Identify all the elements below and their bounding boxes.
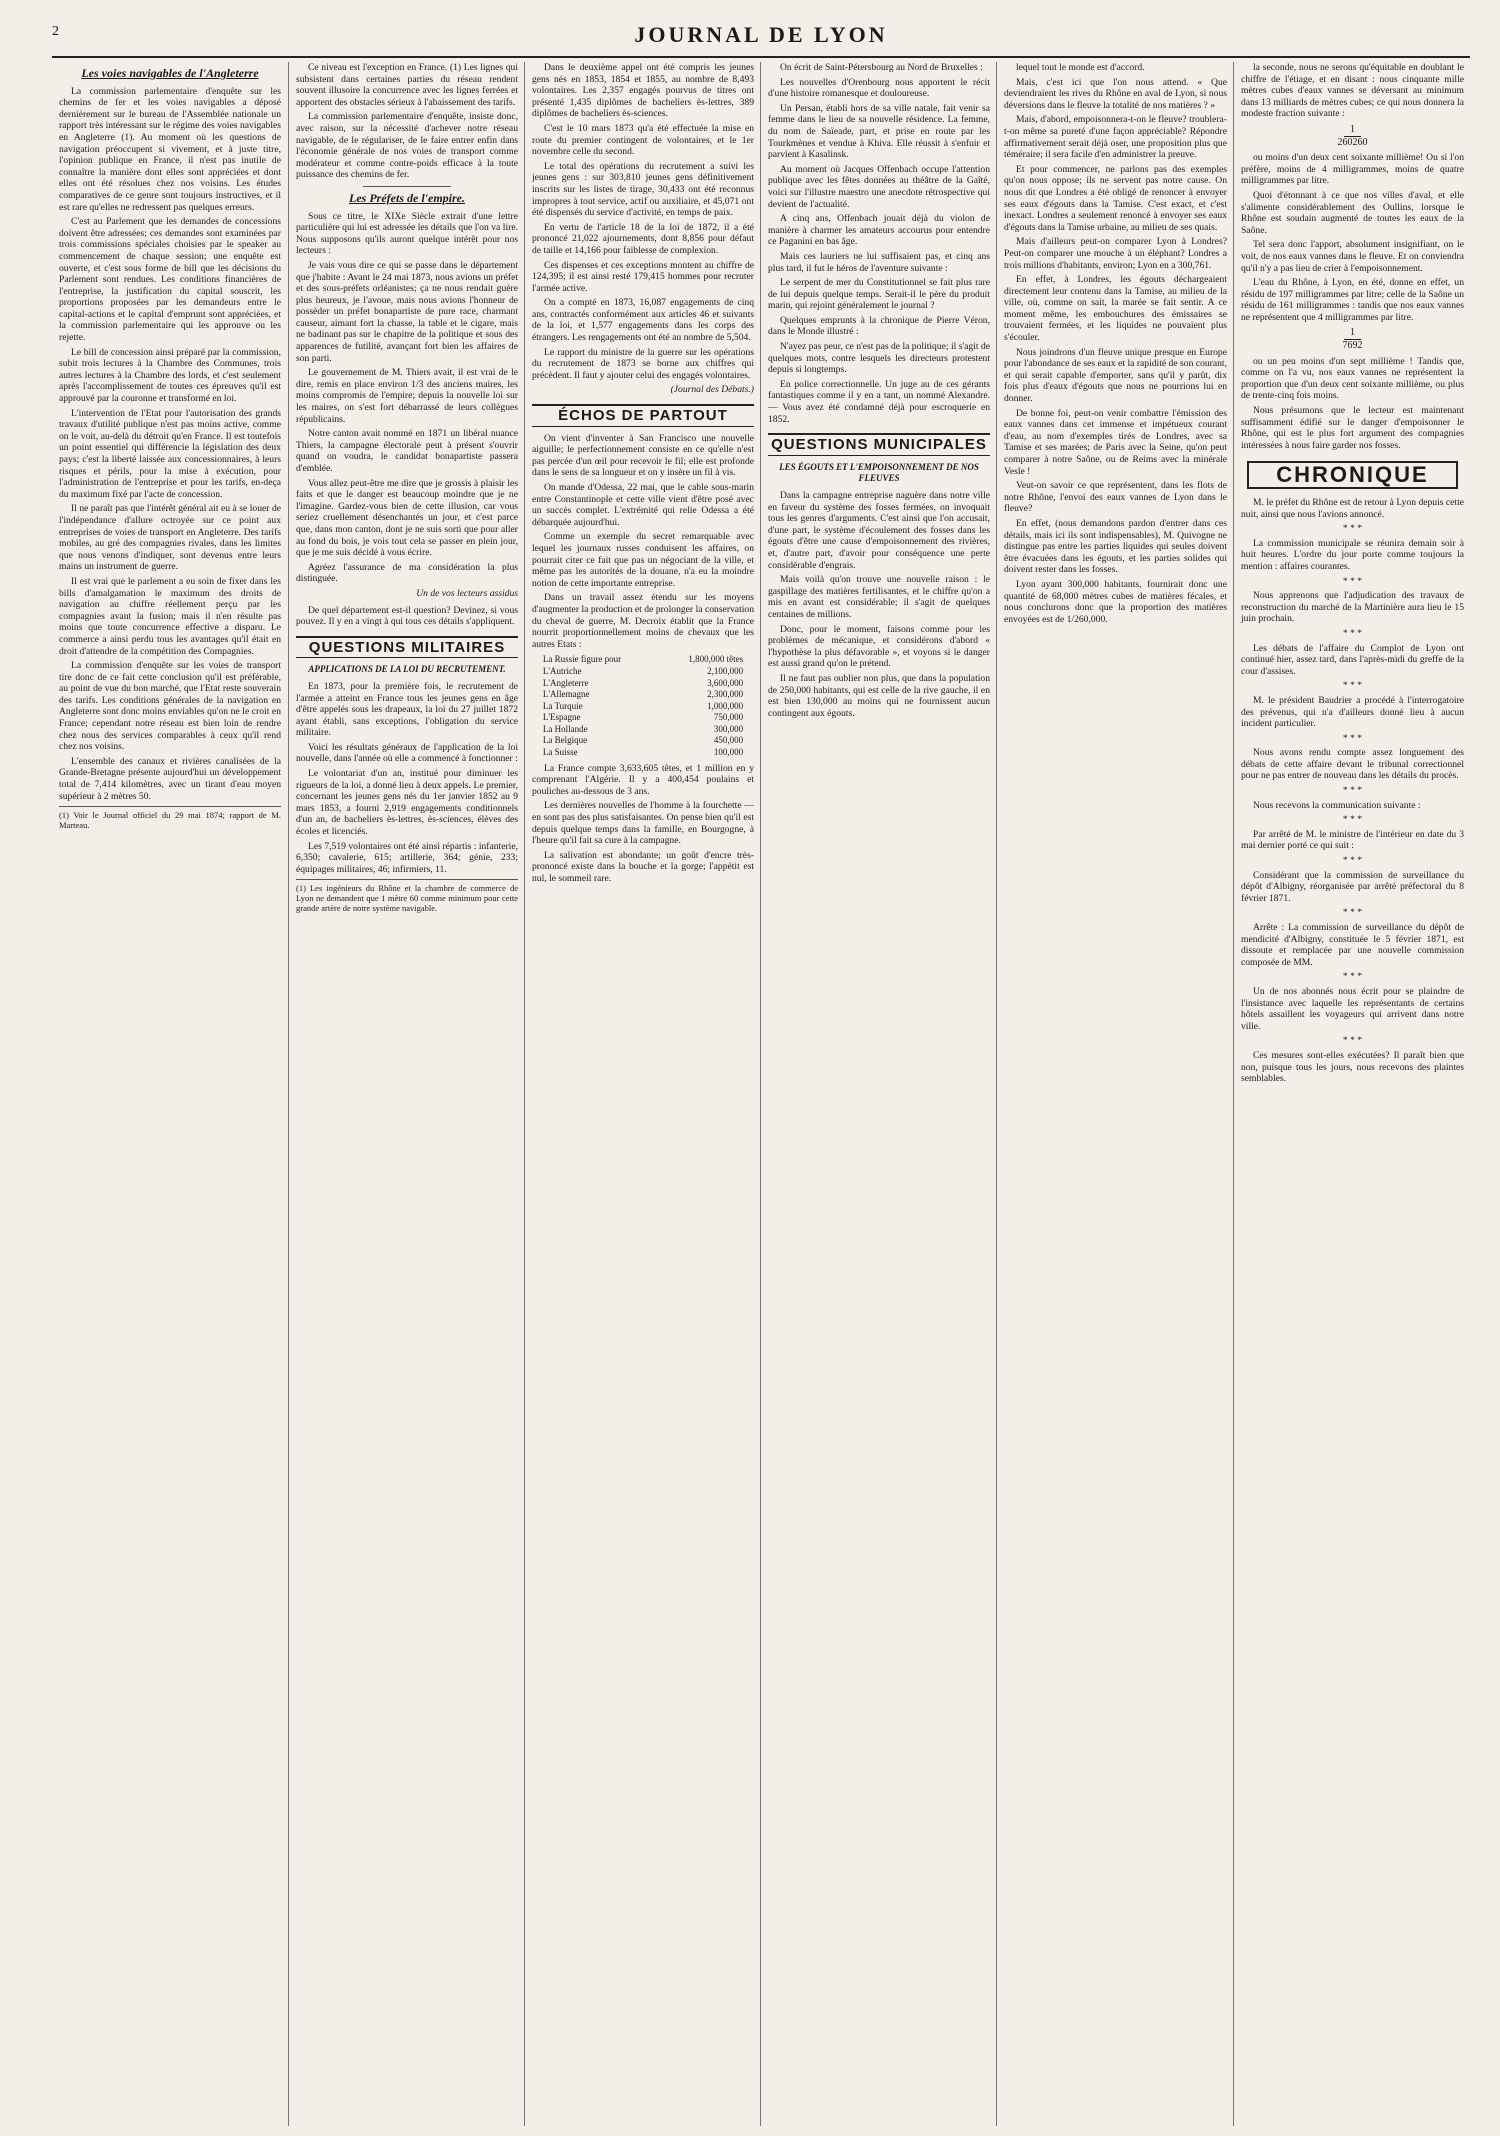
article-body [1241, 62, 1464, 120]
article-body [296, 62, 518, 181]
table-row [541, 747, 745, 759]
article-paragraph: Mais voilà qu'on trouve une nouvelle raison : le gaspillage des matières fertilisantes, et le chiffre qu'on a mis en avant est considérable; il s'agit de quelques centaines de millions. [768, 574, 990, 620]
article-paragraph: Et pour commencer, ne parlons pas des exemples qu'on nous oppose; ils ne servent pas notre cause. On nous dit que Londres a été obligé de renoncer à envoyer ses eaux d'égouts dans la Tamise. C'est exact, et c'est inexact. Londres a seulement renoncé à envoyer ses eaux d'égouts dans la Tamise urbaine, au milieu de ses quais. [1004, 163, 1227, 233]
separator-stars: * * * [1342, 814, 1363, 826]
article-paragraph: Mais, d'abord, empoisonnera-t-on le fleuve? troublera-t-on même sa pureté d'une façon appréciable? Répondre affirmativement serait déjà oser, une proposition plus que téméraire; il sera facile d'en administrer la preuve. [1004, 114, 1227, 161]
column-6 [1233, 62, 1471, 2126]
horse-count: 300,000 [713, 723, 744, 734]
separator-stars: * * * [1342, 627, 1363, 639]
article-paragraph: Agréez l'assurance de ma considération la plus distinguée. [296, 561, 518, 585]
country-label: L'Allemagne [542, 689, 590, 700]
article-paragraph: On vient d'inventer à San Francisco une nouvelle aiguille; le perfectionnement consiste en ce qu'elle n'est pas percée d'un œil pour recevoir le fil; elle est profonde dans le sens de sa longueur et on y insère un fil à vis. [532, 432, 754, 479]
article-paragraph: On a compté en 1873, 16,087 engagements de cinq ans, contractés conformément aux articles 46 et suivants de la loi, et 1,577 engagements dans les corps des étrangers. Les rengagements ont été au nombre de 5,504. [532, 297, 754, 344]
article-paragraph: Nous recevons la communication suivante : [1253, 799, 1421, 811]
fraction-denominator: 7692 [1342, 340, 1363, 352]
article-paragraph: Mais d'ailleurs peut-on comparer Lyon à Londres? Peut-on comparer une mouche à un éléphant? Londres a trois millions d'habitants, environ; Lyon en a 300,761. [1004, 236, 1227, 271]
article-heading-voies-navigables: Les voies navigables de l'Angleterre [81, 66, 259, 80]
footnote: (1) Voir le Journal officiel du 29 mai 1874; rapport de M. Marteau. [59, 806, 281, 830]
article-paragraph: Par arrêté de M. le ministre de l'intérieur en date du 3 mai dernier porté ce qui suit : [1241, 828, 1464, 852]
section-subheading: APPLICATIONS DE LA LOI DU RECRUTEMENT. [308, 664, 506, 675]
horse-count: 2,300,000 [707, 689, 744, 700]
article-paragraph: Ce niveau est l'exception en France. (1) Les lignes qui subsistent dans certaines parties du réseau rendent souvent illusoire la concurrence avec les lignes ferrées et apportent des obstacles sérieux à l'abaissement des tarifs. [296, 62, 518, 108]
column-4 [760, 62, 997, 2126]
section-heading-chronique: CHRONIQUE [1247, 461, 1458, 489]
article-paragraph: Il ne faut pas oublier non plus, que dans la population de 250,000 habitants, qui est celle de la rive gauche, il en est bien 130,000 au moins qui ne fournissent aucun contingent aux égouts. [768, 672, 990, 719]
article-paragraph: lequel tout le monde est d'accord. [1016, 62, 1145, 73]
columns [52, 62, 1470, 2126]
separator-stars: * * * [1342, 785, 1363, 797]
chronique-body [1241, 497, 1464, 1085]
country-label: La Russie figure pour [542, 654, 622, 665]
section-heading-questions-militaires: QUESTIONS MILITAIRES [296, 636, 518, 659]
article-paragraph: La commission d'enquête sur les voies de transport tire donc de ce fait cette conclusion qu'il est préférable, au point de vue du bon marché, que l'Etat reste souverain des tarifs. Les conditions générales de la navigation en Angleterre sont donc moins enviables qu'on ne le croit en France; cependant notre réseau est bien loin de rendre chez nous des services comparables à ceux qu'il rend chez nos voisins. [59, 660, 281, 753]
article-paragraph: Dans un travail assez étendu sur les moyens d'augmenter la production et de prolonger la conservation du cheval de guerre, M. Decroix établit que la France nourrit proportionnellement moins de chevaux que les autres Etats : [532, 592, 754, 650]
article-body [532, 62, 754, 381]
article-paragraph: Il est vrai que le parlement a eu soin de fixer dans les bills d'amalgamation le maximum des droits de navigation au chiffre réellement perçu par les compagnies avant la fusion; mais il n'en résulte pas moins que toute concurrence effective a disparu. Le commerce a ainsi perdu tous les avantages qu'il était en droit d'attendre de la compétition des Compagnies. [59, 575, 281, 657]
article-paragraph: La commission municipale se réunira demain soir à huit heures. L'ordre du jour porte comme toujours la mention : affaires courantes. [1241, 537, 1464, 572]
table-row [541, 654, 745, 666]
article-body [768, 62, 990, 425]
article-paragraph: En police correctionnelle. Un juge au de ces gérants fantastiques comme il y en a tant, un nommé Alexandre. — Vous avez été condamné déjà pour escroquerie en 1852. [768, 378, 990, 425]
article-paragraph: Il ne paraît pas que l'intérêt général ait eu à se louer de l'indépendance d'allure octroyée sur ce point aux entreprises de voies de transport en Angleterre. Des tarifs mobiles, au gré des compagnies rivales, dans les limites que nous venons d'indiquer, sont devenus entre leurs mains un instrument de guerre. [59, 503, 281, 573]
newspaper-title: JOURNAL DE LYON [634, 22, 888, 47]
article-paragraph: Le serpent de mer du Constitutionnel se fait plus rare de lui depuis quelque temps. Serait-il le père du produit marin, qui rejoint généralement le journal ? [768, 277, 990, 312]
article-paragraph: Les débats de l'affaire du Complot de Lyon ont continué hier, assez tard, dans l'après-midi du greffe de la cour d'assises. [1241, 642, 1464, 677]
section-heading-echos: ÉCHOS DE PARTOUT [532, 404, 754, 427]
article-paragraph: Mais, c'est ici que l'on nous attend. « Que deviendraient les rives du Rhône en aval de Lyon, si nous déversions dans le fleuve la totalité de nos matières ? » [1004, 76, 1227, 111]
separator-stars: * * * [1342, 907, 1363, 919]
article-paragraph: Le volontariat d'un an, institué pour diminuer les rigueurs de la loi, a donné lieu à deux appels. Le premier, concernant les jeunes gens nés du 1er janvier 1852 au 9 mars 1853, a fourni 2,919 engagements conditionnels d'un an, de bacheliers ès-lettres, ès-sciences, élèves des écoles et licenciés. [296, 768, 518, 838]
article-paragraph: Nous avons rendu compte assez longuement des débats de cette affaire devant le tribunal correctionnel pour ne pas entrer de nouveau dans les détails du procès. [1241, 747, 1464, 782]
article-paragraph: Ces mesures sont-elles exécutées? Il paraît bien que non, puisque tous les jours, nous recevons des plaintes semblables. [1241, 1049, 1464, 1085]
article-paragraph: L'ensemble des canaux et rivières canalisées de la Grande-Bretagne présente aujourd'hui un développement total de 7,414 kilomètres, avec un tirant d'eau moyen supérieur à 2 mètres 50. [59, 755, 281, 802]
article-paragraph: Vous allez peut-être me dire que je grossis à plaisir les faits et que le danger est beaucoup moindre que je ne l'imagine. Gardez-vous bien de cette illusion, car vous seriez cruellement désenchantés un jour, et c'est parce que, dans mon canton, dont je ne suis sorti que pour aller au fond du bois, je vois tout cela se passer en plein jour, que je me suis décidé à vous écrire. [296, 477, 518, 559]
table-row [541, 701, 745, 713]
country-label: L'Espagne [542, 712, 581, 723]
article-paragraph: Quoi d'étonnant à ce que nos villes d'aval, et elle s'alimente considérablement des Oullins, lorsque le Rhône est soudain augmenté de toutes les eaux de la Saône. [1241, 189, 1464, 236]
article-paragraph: Un de nos abonnés nous écrit pour se plaindre de l'insistance avec laquelle les représentants de certains hôtels assaillent les voyageurs qui arrivent dans notre ville. [1241, 985, 1464, 1032]
separator-stars: * * * [1342, 971, 1363, 983]
fraction-1 [1241, 124, 1464, 148]
article-paragraph: Nous joindrons d'un fleuve unique presque en Europe pour l'abondance de ses eaux et la rapidité de son courant, et qui serait capable d'emporter, sans qu'il y parût, dix fois plus d'eaux d'égouts que nous ne pourrions lui en donner. [1004, 346, 1227, 405]
table-row [541, 678, 745, 690]
article-paragraph: Sous ce titre, le XIXe Siècle extrait d'une lettre particulière qui lui est adressée les détails que l'on va lire. Nous supposons qu'ils auront quelque intérêt pour nos lecteurs : [296, 210, 518, 257]
separator-stars: * * * [1342, 1035, 1363, 1047]
article-paragraph: De bonne foi, peut-on venir combattre l'émission des eaux vannes dans cet immense et impétueux courant d'eau, au nom d'exemples tirés de Londres, avec sa Tamise et ses marées; de Paris avec la Seine, qu'on peut comparer à notre Saône, ou de Reims avec la minérale Vesle ! [1004, 407, 1227, 477]
article-paragraph: M. le préfet du Rhône est de retour à Lyon depuis cette nuit, ainsi que nous l'avions annoncé. [1241, 497, 1464, 520]
separator-stars: * * * [1342, 575, 1363, 587]
article-paragraph: Quelques emprunts à la chronique de Pierre Véron, dans le Monde illustré : [768, 314, 990, 338]
footnote: (1) Les ingénieurs du Rhône et la chambre de commerce de Lyon ne demandent que 1 mètre 60 comme minimum pour cette grande artère de notre système navigable. [296, 879, 518, 913]
article-paragraph: Voici les résultats généraux de l'application de la loi nouvelle, dans l'année où elle a commencé à fonctionner : [296, 741, 518, 765]
article-paragraph: N'ayez pas peur, ce n'est pas de la politique; il s'agit de quelques mots, contre lesquels les directeurs protestent depuis si longtemps. [768, 341, 990, 376]
separator-stars: * * * [1342, 855, 1363, 867]
article-paragraph: C'est au Parlement que les demandes de concessions doivent être adressées; ces demandes sont examinées par trois commissions spéciales choisies par le speaker au commencement de chaque session; une enquête est ouverte, et c'est sous forme de bill que les décisions du Parlement sont rendues. Les conditions financières de l'entreprise, la justification du capital souscrit, les proportions proposées par les demandeurs entre le capital-actions et le capital d'emprunt sont appréciées, et la commission parlementaire qui les approuve ou les rejette. [59, 216, 281, 344]
article-body [1241, 356, 1464, 452]
article-paragraph: Nous présumons que le lecteur est maintenant suffisamment édifié sur le danger d'empoisonner le Rhône, qui est le plus fort argument des compagnies intéressées à nous faire garder nos fosses. [1241, 405, 1464, 451]
article-paragraph: On écrit de Saint-Pétersbourg au Nord de Bruxelles : [780, 62, 983, 73]
section-heading-questions-municipales: QUESTIONS MUNICIPALES [768, 433, 990, 456]
table-row [541, 724, 745, 736]
article-paragraph: On mande d'Odessa, 22 mai, que le cable sous-marin entre Constantinople et cette ville vient d'être posé avec un succès complet. L'extrémité qui relie Odessa a été débarquée aujourd'hui. [532, 482, 754, 528]
horse-count: 1,800,000 têtes [688, 654, 744, 665]
article-paragraph: Le total des opérations du recrutement a suivi les jeunes gens : sur 303,810 jeunes gens définitivement inscrits sur les listes de tirage, 30,433 ont été reconnus impropres à tout service, actif ou auxiliaire, et 45,071 ont été dispensés du service d'activité, en temps de paix. [532, 160, 754, 219]
horse-stats-table [541, 654, 745, 758]
fraction-numerator: 1 [1344, 327, 1361, 340]
country-label: La Belgique [542, 735, 588, 746]
article-paragraph: En effet, à Londres, les égouts déchargeaient directement leur contenu dans la Tamise, au milieu de la ville, où, comme on sait, la marée se fait sentir. A ce moment même, les embouchures des émissaires se trouvaient fermées, et les liquides ne pouvaient plus s'écouler. [1004, 274, 1227, 344]
article-paragraph: Dans la campagne entreprise naguère dans notre ville en faveur du système des fosses fermées, on invoquait tous les genres d'arguments. C'est ainsi que l'on accusait, d'une part, le système d'écoulement des fosses dans les égouts d'être une cause d'empoisonnement des rivières, et, d'autre part, d'avoir pour conséquence une perte considérable d'engrais. [768, 490, 990, 571]
article-paragraph: Lyon ayant 300,000 habitants, fournirait donc une quantité de 68,000 mètres cubes de matières fécales, et nous conclurons donc que la proportion des matières envoyées est de 1/260,000. [1004, 578, 1227, 625]
article-body [296, 681, 518, 876]
article-paragraph: Nous apprenons que l'adjudication des travaux de reconstruction du marché de la Martinière aura lieu le 15 juin prochain. [1241, 590, 1464, 625]
article-paragraph: ou moins d'un deux cent soixante millième! Ou si l'on préfère, moins de 4 milligrammes, moins de quatre milligrammes par litre. [1241, 152, 1464, 187]
article-paragraph: ou un peu moins d'un sept millième ! Tandis que, comme on l'a vu, nos eaux vannes ne représentent la proportion que d'un deux cent soixante millième, ou plus de trente-cinq fois moins. [1241, 355, 1464, 402]
horse-count: 750,000 [713, 712, 744, 723]
article-paragraph: A cinq ans, Offenbach jouait déjà du violon de manière à charmer les amateurs accourus pour entendre ce Paganini en bas âge. [768, 213, 990, 248]
article-paragraph: Veut-on savoir ce que représentent, dans les flots de notre Rhône, l'envoi des eaux vannes de Lyon dans le fleuve? [1004, 480, 1227, 515]
page-number: 2 [52, 24, 59, 39]
article-paragraph: La salivation est abondante; un goût d'encre très-prononcé existe dans la bouche et la gorge; l'appétit est nul, le sommeil rare. [532, 849, 754, 884]
article-paragraph: Au moment où Jacques Offenbach occupe l'attention publique avec les fêtes données au théâtre de la Gaîté, voici sur l'illustre maestro une anecdote rétrospective qui devient de l'actualité. [768, 163, 990, 210]
column-1 [52, 62, 288, 2126]
article-paragraph: Notre canton avait nommé en 1871 un libéral nuance Thiers, la campagne électorale peut à présent s'ouvrir quand on voudra, le candidat bonapartiste passera d'emblée. [296, 428, 518, 474]
article-body [59, 86, 281, 803]
horse-count: 1,000,000 [707, 700, 744, 711]
article-paragraph: Les 7,519 volontaires ont été ainsi répartis : infanterie, 6,350; cavalerie, 615; artillerie, 364; génie, 233; équipages militaires, 46; infirmiers, 11. [296, 840, 518, 875]
table-row [541, 712, 745, 724]
horse-count: 3,600,000 [707, 677, 744, 688]
article-body [532, 433, 754, 651]
article-paragraph: La France compte 3,633,605 têtes, et 1 million en y comprenant l'Algérie. Il y a 400,454 poulains et pouliches au-dessous de 3 ans. [532, 762, 754, 797]
column-2 [288, 62, 525, 2126]
source-credit: (Journal des Débats.) [670, 384, 754, 396]
horse-count: 450,000 [713, 735, 744, 746]
article-body [532, 763, 754, 885]
article-paragraph: La commission parlementaire d'enquête sur les chemins de fer et les voies navigables a déposé dernièrement sur le bureau de l'Assemblée nationale un rapport très intéressant sur le régime des voies navigables en Angleterre (1). Au moment où les questions de navigation préoccupent si vivement, et à juste titre, l'opinion publique en France, il n'est pas inutile de connaître la manière dont elles sont appréciées et dont elles ont été résolues chez nos voisins. Les études comparatives de ce genre sont toujours instructives, et il est rare qu'elles ne redressent pas quelques erreurs. [59, 85, 281, 213]
article-paragraph: M. le président Baudrier a procédé à l'interrogatoire des prévenus, qui n'a d'ailleurs donné lieu à aucun incident particulier. [1241, 694, 1464, 730]
article-heading-prefets: Les Préfets de l'empire. [349, 190, 465, 205]
signature: Un de vos lecteurs assidus [416, 587, 518, 599]
table-row [541, 666, 745, 678]
country-label: La Turquie [542, 700, 583, 711]
article-paragraph: Le rapport du ministre de la guerre sur les opérations du recrutement de 1873 se borne aux chiffres qui précèdent. Il faut y ajouter celui des engagés volontaires. [532, 346, 754, 381]
table-row [541, 735, 745, 747]
article-paragraph: Les dernières nouvelles de l'homme à la fourchette — en sont pas des plus satisfaisantes. On pense bien qu'il est depuis quelque temps dans la famille, en Bourgogne, à l'heure qu'il fait sa cure à la campagne. [532, 800, 754, 847]
article-paragraph: En vertu de l'article 18 de la loi de 1872, il a été prononcé 21,022 ajournements, dont 8,856 pour défaut de taille et 14,166 pour faiblesse de complexion. [532, 221, 754, 256]
article-paragraph: Je vais vous dire ce qui se passe dans le département que j'habite : Avant le 24 mai 1873, nous avions un préfet et des sous-préfets orléanistes; ça ne nous rendait guère plus heureux, je l'avoue, mais nous avions l'honneur de posséder un préfet bonapartiste de pure race, charmant causeur, aimant fort la chasse, la table et le cigare, mais ne badinant pas sur le chapitre de la politique et sous des apparences de futilité, avançant fort bien les affaires de son parti. [296, 259, 518, 364]
article-paragraph: C'est le 10 mars 1873 qu'a été effectuée la mise en route du premier contingent de volontaires, et le 1er novembre celle du second. [532, 122, 754, 158]
horse-count: 2,100,000 [707, 665, 744, 676]
horse-count: 100,000 [713, 747, 744, 758]
article-body [296, 211, 518, 585]
article-paragraph: De quel département est-il question? Devinez, si vous pouvez. Il y en a vingt à qui tous ces détails s'appliquent. [296, 604, 518, 628]
fraction-2 [1241, 327, 1464, 351]
article-paragraph: L'eau du Rhône, à Lyon, en été, donne en effet, un résidu de 197 milligrammes par litre; celle de la Saône un résidu de 161 milligrammes : tandis que nos eaux vannes ne représentent que 4 milligrammes par litre. [1241, 277, 1464, 323]
divider [363, 186, 452, 187]
country-label: La Hollande [542, 723, 588, 734]
article-paragraph: En effet, (nous demandons pardon d'entrer dans ces détails, mais ici ils sont indispensables), M. Quivogne ne distingue pas entre les parties liquides qui seules doivent être évacuées dans les égouts, et les parties solides qui doivent rester dans les fosses. [1004, 517, 1227, 576]
article-paragraph: En 1873, pour la première fois, le recrutement de l'armée a atteint en France tous les jeunes gens en âge d'être appelés sous les drapeaux, la loi du 27 juillet 1872 ayant établi, sans exceptions, l'obligation du service militaire. [296, 680, 518, 739]
fraction-denominator: 260260 [1337, 136, 1368, 148]
article-paragraph: Les nouvelles d'Orenbourg nous apportent le récit d'une histoire romanesque et douloureuse. [768, 76, 990, 100]
section-subheading: LES ÉGOUTS ET L'EMPOISONNEMENT DE NOS FLEUVES [779, 461, 979, 484]
fraction-numerator: 1 [1344, 124, 1361, 137]
article-paragraph: la seconde, nous ne serons qu'équitable en doublant le chiffre de l'étiage, et en disant : nous cinquante mille mètres cubes d'eaux vannes se déversant au minimum dans 13 milliards de mètres cubes; ce qui nous donnera la modeste fraction suivante : [1241, 62, 1464, 120]
article-paragraph: Un Persan, établi hors de sa ville natale, fait venir sa femme dans le lieu de sa nouvelle résidence. La femme, du nom de Saïeade, part, et prise en route par les Tourkmènes et vendue à Khiva. Elle réussit à s'enfuir et parvient à Kasalinsk. [768, 102, 990, 161]
article-paragraph: L'intervention de l'Etat pour l'autorisation des grands travaux d'utilité publique n'est pas moins active, comme on le voit, au-delà du détroit qu'en France. Il est toutefois un point essentiel qui différencie la législation des deux pays; c'est la liberté laissée aux concessionnaires, à leurs risques et périls, pour la mise à exécution, pour l'administration de l'entreprise et pour les tarifs, en-deça du maximum fixé par l'acte de concession. [59, 407, 281, 500]
article-body [768, 490, 990, 719]
country-label: L'Angleterre [542, 677, 589, 688]
article-paragraph: Mais ces lauriers ne lui suffisaient pas, et cinq ans plus tard, il fut le héros de l'aventure suivante : [768, 250, 990, 274]
separator-stars: * * * [1342, 680, 1363, 692]
article-body [1004, 62, 1227, 625]
separator-stars: * * * [1342, 523, 1363, 535]
article-paragraph: Tel sera donc l'apport, absolument insignifiant, on le voit, de nos eaux vannes dans le fleuve. Et on conviendra qu'il n'y a pas lieu de crier à l'empoisonnement. [1241, 239, 1464, 274]
column-3 [524, 62, 761, 2126]
article-paragraph: Dans le deuxième appel ont été compris les jeunes gens nés en 1853, 1854 et 1855, au nombre de 8,493 volontaires. Les 2,357 engagés pourvus de titres ont présenté 1,435 diplômes de bacheliers ès-lettres, 389 diplômes de bacheliers ès-sciences. [532, 62, 754, 120]
article-paragraph: Ces dispenses et ces exceptions montent au chiffre de 124,395; il est ainsi resté 179,415 hommes pour recruter l'armée active. [532, 259, 754, 294]
article-paragraph: Le bill de concession ainsi préparé par la commission, subit trois lectures à la Chambre des Communes, trois autres lectures à la Chambre des lords, et c'est seulement après l'accomplissement de toutes ces épreuves qu'il est approuvé par la couronne et transformé en loi. [59, 346, 281, 405]
article-paragraph: Considérant que la commission de surveillance du dépôt d'Albigny, réorganisée par arrêté préfectoral du 8 février 1871. [1241, 869, 1464, 904]
article-paragraph: Comme un exemple du secret remarquable avec lequel les journaux russes conduisent les affaires, on pourrait citer ce fait que pas un négociant de la ville, et même pas les autorités de la douane, n'a eu la moindre notion de cette importante entreprise. [532, 531, 754, 589]
country-label: La Suisse [542, 747, 578, 758]
masthead [52, 10, 1470, 58]
column-5 [996, 62, 1234, 2126]
article-paragraph: Arrête : La commission de surveillance du dépôt de mendicité d'Albigny, constituée le 5 février 1871, est dissoute et remplacée par une nouvelle commission composée de MM. [1241, 922, 1464, 968]
table-row [541, 689, 745, 701]
newspaper-page [52, 0, 1470, 2136]
article-paragraph: La commission parlementaire d'enquête, insiste donc, avec raison, sur la nécessité d'achever notre réseau navigable, de le régulariser, de le faire entrer enfin dans l'économie générale de nos voies de transport comme modérateur et comme contre-poids efficace à la toute puissance des chemins de fer. [296, 111, 518, 181]
separator-stars: * * * [1342, 732, 1363, 744]
article-paragraph: Le gouvernement de M. Thiers avait, il est vrai de le dire, remis en place environ 1/3 des anciens maires, les moins compromis de l'empire; depuis la nouvelle loi sur les maires, on s'est fort débarrassé de leurs collègues républicains. [296, 367, 518, 425]
article-body [1241, 152, 1464, 323]
article-paragraph: Donc, pour le moment, faisons comme pour les problèmes de mécanique, et considérons d'abord « l'hypothèse la plus défavorable », et voyons si le danger est aussi grand qu'on le prétend. [768, 623, 990, 670]
country-label: L'Autriche [542, 665, 582, 676]
